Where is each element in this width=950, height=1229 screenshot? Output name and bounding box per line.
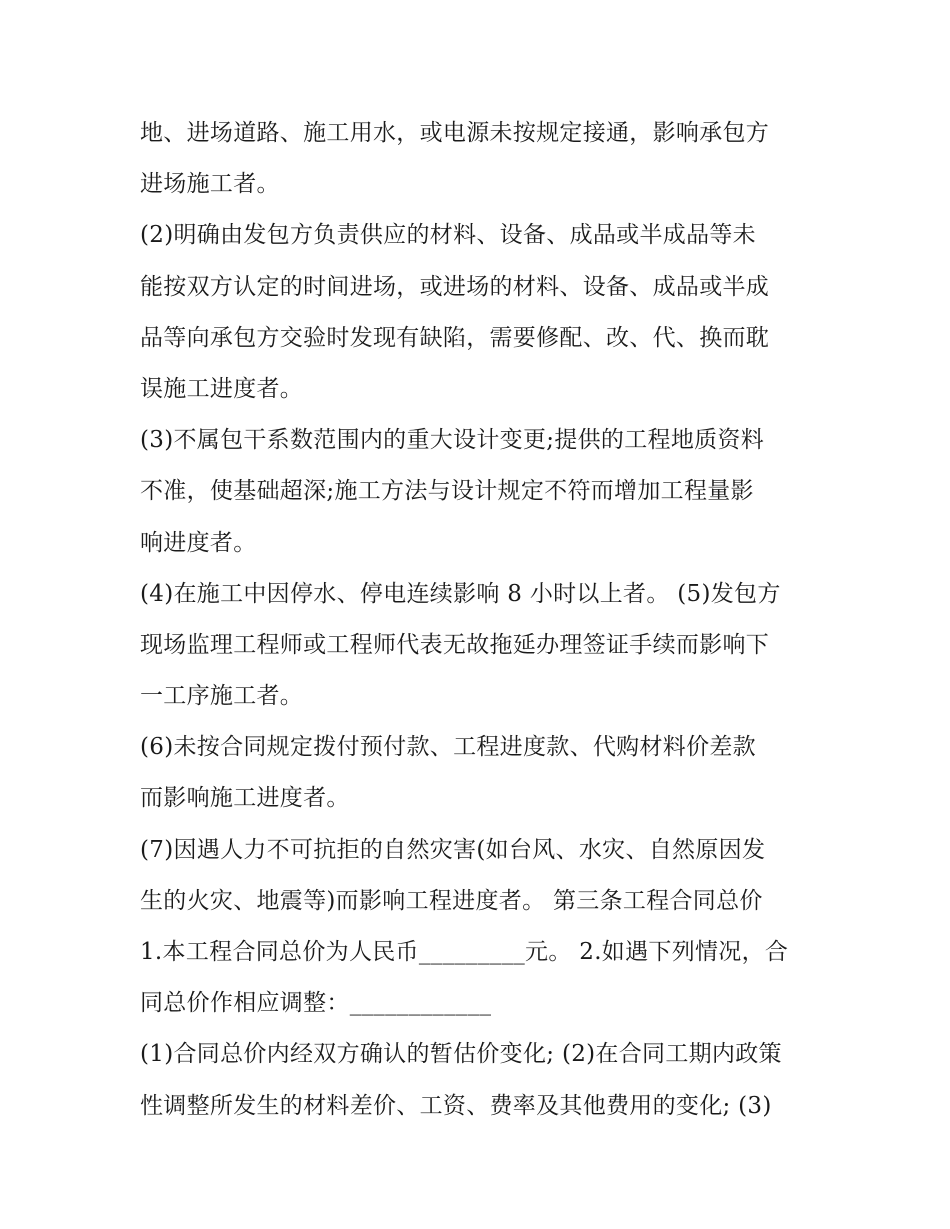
text-line: (2)明确由发包方负责供应的材料、设备、成品或半成品等未 xyxy=(140,222,756,249)
text-line: (1)合同总价内经双方确认的暂估价变化; (2)在合同工期内政策 xyxy=(140,1041,782,1068)
text-line: 一工序施工者。 xyxy=(140,683,304,710)
text-line: 能按双方认定的时间进场，或进场的材料、设备、成品或半成 xyxy=(140,273,770,300)
text-line: 进场施工者。 xyxy=(140,171,280,198)
document-body xyxy=(140,108,820,1132)
text-line: 现场监理工程师或工程师代表无故拖延办理签证手续而影响下 xyxy=(140,631,770,658)
text-line: 地、进场道路、施工用水，或电源未按规定接通，影响承包方 xyxy=(140,120,770,146)
text-line: 1.本工程合同总价为人民币_________元。 2.如遇下列情况，合 xyxy=(140,939,789,965)
text-line: 同总价作相应调整：____________ xyxy=(140,990,492,1017)
text-line: 生的火灾、地震等)而影响工程进度者。 第三条工程合同总价 xyxy=(140,887,763,914)
text-line: 不准，使基础超深;施工方法与设计规定不符而增加工程量影 xyxy=(140,478,754,505)
text-line: 误施工进度者。 xyxy=(140,375,304,402)
text-line: (7)因遇人力不可抗拒的自然灾害(如台风、水灾、自然原因发 xyxy=(140,836,766,863)
text-line: 性调整所发生的材料差价、工资、费率及其他费用的变化; (3) xyxy=(140,1092,772,1119)
text-line: 而影响施工进度者。 xyxy=(140,785,350,812)
text-line: (3)不属包干系数范围内的重大设计变更;提供的工程地质资料 xyxy=(140,427,765,454)
text-line: (6)未按合同规定拨付预付款、工程进度款、代购材料价差款 xyxy=(140,734,756,761)
text-line: (4)在施工中因停水、停电连续影响 8 小时以上者。 (5)发包方 xyxy=(140,580,781,607)
text-line: 品等向承包方交验时发现有缺陷，需要修配、改、代、换而耽 xyxy=(140,324,770,351)
text-line: 响进度者。 xyxy=(140,529,257,556)
